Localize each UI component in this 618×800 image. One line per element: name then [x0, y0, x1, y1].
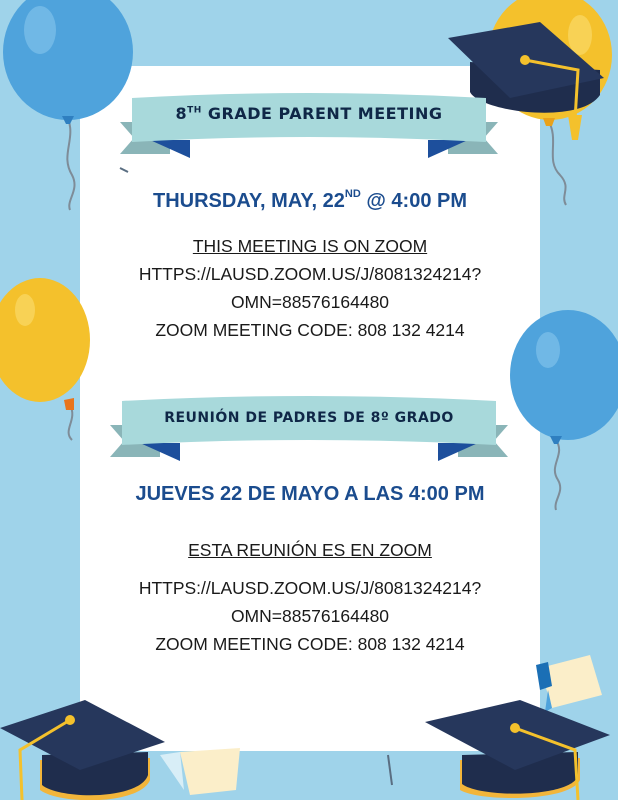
spanish-date: JUEVES 22 DE MAYO A LAS 4:00 PM [135, 483, 485, 505]
english-zoom-link-line2: OMN=88576164480 [230, 292, 390, 312]
diploma-icon [536, 655, 602, 712]
english-date: THURSDAY, MAY, 22ND @ 4:00 PM [152, 188, 468, 212]
english-meeting-code: ZOOM MEETING CODE: 808 132 4214 [155, 320, 465, 340]
spanish-zoom-link-line2: OMN=88576164480 [230, 606, 390, 626]
english-zoom-notice: THIS MEETING IS ON ZOOM [192, 236, 428, 256]
banner-ribbon [0, 395, 618, 465]
spanish-meeting-code: ZOOM MEETING CODE: 808 132 4214 [155, 634, 465, 654]
english-zoom-link-line1: HTTPS://LAUSD.ZOOM.US/J/8081324214? [138, 264, 482, 284]
spanish-zoom-notice: ESTA REUNIÓN ES EN ZOOM [188, 540, 432, 560]
diploma-icon [160, 748, 240, 795]
english-banner-title: 8TH GRADE PARENT MEETING [175, 104, 443, 123]
banner-ribbon [0, 92, 618, 162]
spanish-zoom-link-line1: HTTPS://LAUSD.ZOOM.US/J/8081324214? [138, 578, 482, 598]
spanish-banner-title: REUNIÓN DE PADRES DE 8º GRADO [164, 410, 454, 426]
